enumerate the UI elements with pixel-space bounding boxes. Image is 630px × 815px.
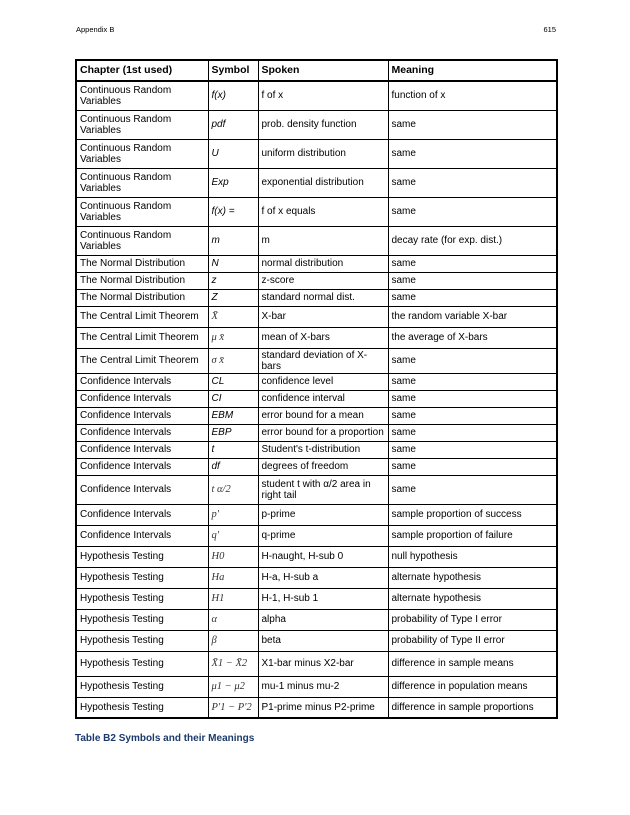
cell-spoken: error bound for a mean bbox=[258, 407, 388, 424]
table-row bbox=[76, 390, 557, 407]
cell-symbol: N bbox=[208, 255, 258, 272]
cell-spoken: confidence interval bbox=[258, 390, 388, 407]
cell-spoken: f of x equals bbox=[258, 197, 388, 226]
table-row bbox=[76, 272, 557, 289]
cell-meaning: same bbox=[388, 373, 557, 390]
cell-symbol: CI bbox=[208, 390, 258, 407]
cell-chapter: Confidence Intervals bbox=[76, 373, 208, 390]
cell-meaning: null hypothesis bbox=[388, 546, 557, 567]
cell-spoken: error bound for a proportion bbox=[258, 424, 388, 441]
cell-chapter: The Normal Distribution bbox=[76, 272, 208, 289]
table-row bbox=[76, 525, 557, 546]
cell-spoken: H-naught, H-sub 0 bbox=[258, 546, 388, 567]
cell-symbol: P′1 − P′2 bbox=[208, 697, 258, 718]
cell-spoken: X1-bar minus X2-bar bbox=[258, 651, 388, 676]
cell-spoken: normal distribution bbox=[258, 255, 388, 272]
cell-chapter: Hypothesis Testing bbox=[76, 588, 208, 609]
cell-chapter: Confidence Intervals bbox=[76, 504, 208, 525]
cell-meaning: same bbox=[388, 168, 557, 197]
cell-spoken: standard normal dist. bbox=[258, 289, 388, 306]
cell-chapter: The Central Limit Theorem bbox=[76, 348, 208, 373]
cell-symbol: f(x) = bbox=[208, 197, 258, 226]
cell-spoken: confidence level bbox=[258, 373, 388, 390]
table-row bbox=[76, 348, 557, 373]
column-header-meaning: Meaning bbox=[388, 60, 557, 81]
cell-spoken: z-score bbox=[258, 272, 388, 289]
cell-meaning: same bbox=[388, 272, 557, 289]
cell-spoken: P1-prime minus P2-prime bbox=[258, 697, 388, 718]
cell-chapter: Continuous Random Variables bbox=[76, 197, 208, 226]
table-row bbox=[76, 475, 557, 504]
cell-symbol: CL bbox=[208, 373, 258, 390]
cell-symbol: Exp bbox=[208, 168, 258, 197]
cell-symbol: pdf bbox=[208, 110, 258, 139]
cell-chapter: Continuous Random Variables bbox=[76, 139, 208, 168]
table-row bbox=[76, 327, 557, 348]
cell-chapter: Continuous Random Variables bbox=[76, 226, 208, 255]
cell-spoken: H-1, H-sub 1 bbox=[258, 588, 388, 609]
table-row bbox=[76, 630, 557, 651]
cell-symbol: X̄1 − X̄2 bbox=[208, 651, 258, 676]
cell-meaning: same bbox=[388, 139, 557, 168]
cell-meaning: same bbox=[388, 475, 557, 504]
cell-meaning: probability of Type I error bbox=[388, 609, 557, 630]
cell-symbol: f(x) bbox=[208, 81, 258, 110]
cell-chapter: Hypothesis Testing bbox=[76, 609, 208, 630]
cell-symbol: Ha bbox=[208, 567, 258, 588]
cell-chapter: Hypothesis Testing bbox=[76, 630, 208, 651]
cell-meaning: difference in population means bbox=[388, 676, 557, 697]
cell-meaning: difference in sample means bbox=[388, 651, 557, 676]
table-row bbox=[76, 546, 557, 567]
table-row bbox=[76, 306, 557, 327]
cell-symbol: H1 bbox=[208, 588, 258, 609]
cell-symbol: σ x̄ bbox=[208, 348, 258, 373]
cell-meaning: difference in sample proportions bbox=[388, 697, 557, 718]
cell-meaning: same bbox=[388, 424, 557, 441]
table-caption: Table B2 Symbols and their Meanings bbox=[75, 733, 255, 744]
running-header-left: Appendix B bbox=[76, 25, 115, 34]
cell-meaning: function of x bbox=[388, 81, 557, 110]
cell-spoken: f of x bbox=[258, 81, 388, 110]
cell-meaning: the average of X-bars bbox=[388, 327, 557, 348]
cell-spoken: mean of X-bars bbox=[258, 327, 388, 348]
cell-spoken: q-prime bbox=[258, 525, 388, 546]
cell-symbol: t α/2 bbox=[208, 475, 258, 504]
cell-spoken: m bbox=[258, 226, 388, 255]
cell-spoken: student t with α/2 area in right tail bbox=[258, 475, 388, 504]
table-row bbox=[76, 504, 557, 525]
cell-spoken: exponential distribution bbox=[258, 168, 388, 197]
cell-spoken: alpha bbox=[258, 609, 388, 630]
cell-symbol: μ x̄ bbox=[208, 327, 258, 348]
table-row bbox=[76, 81, 557, 110]
cell-spoken: H-a, H-sub a bbox=[258, 567, 388, 588]
table-row bbox=[76, 676, 557, 697]
cell-symbol: m bbox=[208, 226, 258, 255]
cell-meaning: alternate hypothesis bbox=[388, 567, 557, 588]
table-row bbox=[76, 255, 557, 272]
column-header-symbol: Symbol bbox=[208, 60, 258, 81]
cell-meaning: the random variable X-bar bbox=[388, 306, 557, 327]
page-number: 615 bbox=[543, 25, 556, 34]
table-row bbox=[76, 168, 557, 197]
cell-spoken: X-bar bbox=[258, 306, 388, 327]
cell-chapter: Confidence Intervals bbox=[76, 424, 208, 441]
cell-chapter: Hypothesis Testing bbox=[76, 651, 208, 676]
cell-chapter: Confidence Intervals bbox=[76, 525, 208, 546]
table-row bbox=[76, 407, 557, 424]
cell-symbol: EBM bbox=[208, 407, 258, 424]
cell-meaning: sample proportion of failure bbox=[388, 525, 557, 546]
cell-symbol: q′ bbox=[208, 525, 258, 546]
cell-chapter: Hypothesis Testing bbox=[76, 546, 208, 567]
cell-symbol: U bbox=[208, 139, 258, 168]
cell-chapter: The Normal Distribution bbox=[76, 255, 208, 272]
cell-meaning: same bbox=[388, 390, 557, 407]
table-row bbox=[76, 567, 557, 588]
cell-symbol: t bbox=[208, 441, 258, 458]
column-header-chapter: Chapter (1st used) bbox=[76, 60, 208, 81]
cell-spoken: beta bbox=[258, 630, 388, 651]
table-row bbox=[76, 139, 557, 168]
cell-meaning: same bbox=[388, 441, 557, 458]
cell-symbol: β bbox=[208, 630, 258, 651]
cell-symbol: z bbox=[208, 272, 258, 289]
cell-symbol: Z bbox=[208, 289, 258, 306]
cell-chapter: Continuous Random Variables bbox=[76, 168, 208, 197]
cell-meaning: sample proportion of success bbox=[388, 504, 557, 525]
cell-chapter: Confidence Intervals bbox=[76, 390, 208, 407]
cell-chapter: Hypothesis Testing bbox=[76, 697, 208, 718]
cell-symbol: α bbox=[208, 609, 258, 630]
cell-chapter: Continuous Random Variables bbox=[76, 81, 208, 110]
cell-spoken: Student's t-distribution bbox=[258, 441, 388, 458]
cell-spoken: prob. density function bbox=[258, 110, 388, 139]
cell-chapter: Confidence Intervals bbox=[76, 441, 208, 458]
cell-symbol: μ1 − μ2 bbox=[208, 676, 258, 697]
cell-meaning: same bbox=[388, 348, 557, 373]
table-row bbox=[76, 441, 557, 458]
column-header-spoken: Spoken bbox=[258, 60, 388, 81]
cell-meaning: same bbox=[388, 110, 557, 139]
cell-spoken: degrees of freedom bbox=[258, 458, 388, 475]
cell-symbol: p′ bbox=[208, 504, 258, 525]
cell-chapter: Hypothesis Testing bbox=[76, 676, 208, 697]
cell-spoken: uniform distribution bbox=[258, 139, 388, 168]
table-header-row bbox=[76, 60, 557, 81]
cell-spoken: standard deviation of X-bars bbox=[258, 348, 388, 373]
table-row bbox=[76, 226, 557, 255]
cell-meaning: decay rate (for exp. dist.) bbox=[388, 226, 557, 255]
cell-chapter: The Normal Distribution bbox=[76, 289, 208, 306]
cell-chapter: The Central Limit Theorem bbox=[76, 327, 208, 348]
table-row bbox=[76, 373, 557, 390]
cell-meaning: same bbox=[388, 197, 557, 226]
table-row bbox=[76, 424, 557, 441]
symbols-table bbox=[75, 59, 558, 719]
cell-chapter: Hypothesis Testing bbox=[76, 567, 208, 588]
cell-meaning: same bbox=[388, 289, 557, 306]
cell-symbol: H0 bbox=[208, 546, 258, 567]
table-row bbox=[76, 197, 557, 226]
cell-meaning: same bbox=[388, 407, 557, 424]
cell-meaning: alternate hypothesis bbox=[388, 588, 557, 609]
table-row bbox=[76, 697, 557, 718]
cell-chapter: Continuous Random Variables bbox=[76, 110, 208, 139]
cell-chapter: The Central Limit Theorem bbox=[76, 306, 208, 327]
cell-chapter: Confidence Intervals bbox=[76, 458, 208, 475]
cell-meaning: probability of Type II error bbox=[388, 630, 557, 651]
cell-meaning: same bbox=[388, 458, 557, 475]
cell-symbol: df bbox=[208, 458, 258, 475]
cell-chapter: Confidence Intervals bbox=[76, 407, 208, 424]
cell-spoken: mu-1 minus mu-2 bbox=[258, 676, 388, 697]
table-row bbox=[76, 458, 557, 475]
table-body bbox=[76, 81, 557, 718]
table-row bbox=[76, 110, 557, 139]
table-row bbox=[76, 289, 557, 306]
cell-symbol: X̄ bbox=[208, 306, 258, 327]
table-row bbox=[76, 609, 557, 630]
table-row bbox=[76, 651, 557, 676]
cell-chapter: Confidence Intervals bbox=[76, 475, 208, 504]
cell-meaning: same bbox=[388, 255, 557, 272]
table-row bbox=[76, 588, 557, 609]
cell-symbol: EBP bbox=[208, 424, 258, 441]
cell-spoken: p-prime bbox=[258, 504, 388, 525]
